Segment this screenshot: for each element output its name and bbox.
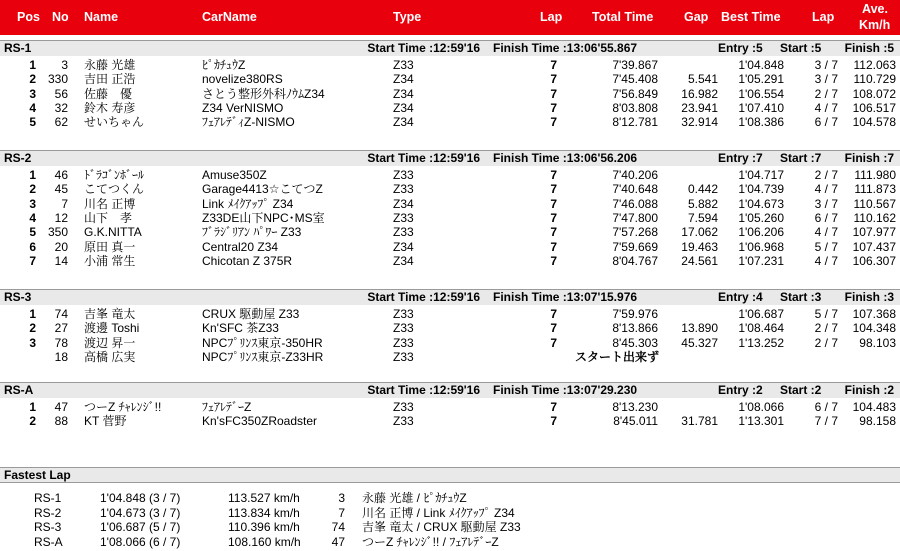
cell-car: NPCﾌﾟﾘﾝｽ東京-350HR [202,335,323,350]
cell-no: 56 [54,86,68,101]
finish-time: Finish Time :13:06'55.867 [493,41,638,55]
cell-best: 1'06.968 [738,239,784,254]
cell-ave: 112.063 [853,58,896,72]
cell-best: 1'06.687 [738,307,784,321]
cell-type: Z33 [393,225,414,240]
cell-type: Z34 [393,86,414,101]
fastest-lap-row [0,506,900,520]
start-time: Start Time :12:59'16 [367,151,480,165]
cell-ave: 106.517 [852,100,896,115]
cell-type: Z33 [393,58,414,72]
cell-total: 7'59.669 [612,239,658,254]
cell-bestlap: 2 / 7 [814,335,838,350]
cell-no: 7 [61,196,68,211]
cell-gap: 19.463 [681,239,718,254]
cell-ave: 110.162 [853,210,896,225]
cell-no: 88 [54,414,68,429]
class-name: RS-A [4,383,34,397]
cell-gap: 17.062 [681,225,718,240]
cell-name: 鈴木 寿彦 [84,100,136,115]
cell-bestlap: 6 / 7 [814,115,838,130]
cell-bestlap: 2 / 7 [814,86,838,101]
cell-bestlap: 2 / 7 [814,321,838,336]
entry-count: Entry :4 [718,290,763,304]
cell-ave: 107.977 [852,225,896,240]
cell-ave: 107.437 [852,239,896,254]
fl-time: 1'04.848 (3 / 7) [100,491,181,505]
cell-total: 7'56.849 [612,86,658,101]
cell-best: 1'07.410 [738,100,784,115]
cell-type: Z33 [393,335,414,350]
cell-type: Z34 [393,239,414,254]
entry-count: Entry :7 [718,151,763,165]
cell-gap: 45.327 [681,335,718,350]
cell-gap: 5.882 [687,196,718,211]
cell-car: Amuse350Z [202,168,267,182]
col-best: Best Time [721,10,781,24]
result-row [0,58,900,72]
cell-lap: 7 [550,225,557,240]
cell-gap: 31.781 [681,414,718,429]
result-row [0,240,900,254]
fl-no: 7 [338,505,345,520]
col-gap: Gap [684,10,709,24]
cell-total: 7'47.800 [612,210,658,225]
cell-lap: 7 [550,239,557,254]
fl-driver: つーZ ﾁｬﾚﾝｼﾞ!! / ﾌｪｱﾚﾃﾞｰZ [362,534,499,549]
cell-total: 8'13.866 [612,321,658,336]
cell-total: 8'04.767 [612,253,658,268]
cell-name: こてつくん [84,182,145,197]
cell-bestlap: 4 / 7 [814,182,838,197]
result-row [0,101,900,115]
cell-gap: 13.890 [681,321,718,336]
cell-best: 1'05.291 [738,72,784,87]
cell-name: 吉峯 竜太 [84,307,136,321]
start-time: Start Time :12:59'16 [367,290,480,304]
cell-name: つーZ ﾁｬﾚﾝｼﾞ!! [84,400,162,414]
cell-pos: 1 [29,58,36,72]
fl-time: 1'06.687 (5 / 7) [100,520,181,534]
cell-best: 1'04.848 [738,58,784,72]
cell-total: 8'12.781 [612,115,658,130]
cell-pos: 4 [29,210,36,225]
cell-car: ﾌｪｱﾚﾃﾞｰZ [202,400,252,414]
cell-car: ﾌﾞﾗｼﾞﾘｱﾝ ﾊﾟﾜｰ Z33 [202,225,302,240]
cell-lap: 7 [550,100,557,115]
cell-total: 7'59.976 [612,307,658,321]
result-row [0,307,900,321]
cell-total: 7'39.867 [612,58,658,72]
cell-bestlap: 5 / 7 [814,239,838,254]
cell-ave: 107.368 [852,307,896,321]
fl-time: 1'04.673 (3 / 7) [100,505,181,520]
cell-name: 渡辺 昇一 [84,335,136,350]
cell-best: 1'08.386 [738,115,784,130]
cell-pos: 2 [29,182,36,197]
col-no: No [52,10,69,24]
cell-name: せいちゃん [84,115,145,130]
cell-pos: 3 [29,86,36,101]
cell-bestlap: 3 / 7 [814,72,838,87]
fl-driver: 永藤 光雄 / ﾋﾟｶﾁｭｳZ [362,491,467,505]
cell-pos: 2 [29,321,36,336]
cell-lap: 7 [550,72,557,87]
cell-no: 14 [54,253,68,268]
cell-best: 1'06.554 [738,86,784,101]
cell-no: 27 [54,321,68,336]
cell-car: Z34 VerNISMO [202,100,284,115]
fl-time: 1'08.066 (6 / 7) [100,534,181,549]
cell-no: 20 [54,239,68,254]
cell-no: 32 [54,100,68,115]
cell-type: Z33 [393,210,414,225]
finish-time: Finish Time :13:06'56.206 [493,151,638,165]
cell-note: スタート出来ず [575,349,660,364]
cell-ave: 104.483 [852,400,896,414]
cell-total: 8'45.303 [612,335,658,350]
cell-bestlap: 4 / 7 [814,253,838,268]
finish-count: Finish :5 [844,41,894,55]
cell-gap: 7.594 [687,210,718,225]
cell-ave: 104.578 [852,115,896,130]
col-name: Name [84,10,119,24]
start-time: Start Time :12:59'16 [367,41,480,55]
cell-car: ﾌｪｱﾚﾃﾞｨZ-NISMO [202,115,295,130]
cell-name: 小浦 常生 [84,253,136,268]
start-count: Start :5 [780,41,822,55]
cell-best: 1'13.252 [738,335,784,350]
result-row [0,182,900,196]
cell-total: 8'03.808 [612,100,658,115]
fl-class: RS-3 [34,520,62,534]
class-name: RS-3 [4,290,32,304]
cell-lap: 7 [550,58,557,72]
cell-total: 7'57.268 [612,225,658,240]
result-row [0,211,900,225]
cell-bestlap: 6 / 7 [814,400,838,414]
cell-lap: 7 [550,182,557,197]
result-row [0,414,900,428]
section-header [0,382,900,398]
cell-gap: 0.442 [687,182,718,197]
finish-time: Finish Time :13:07'15.976 [493,290,638,304]
cell-car: さとう整形外科ﾉｳﾑZ34 [202,86,325,101]
cell-pos: 1 [29,168,36,182]
cell-gap: 16.982 [681,86,718,101]
result-row [0,225,900,239]
cell-total: 7'40.648 [612,182,658,197]
cell-bestlap: 7 / 7 [814,414,838,429]
result-row [0,321,900,335]
cell-bestlap: 4 / 7 [814,100,838,115]
fl-class: RS-2 [34,505,62,520]
cell-lap: 7 [550,196,557,211]
cell-gap: 24.561 [681,253,718,268]
cell-ave: 106.307 [852,253,896,268]
cell-best: 1'05.260 [738,210,784,225]
col-kmh: Km/h [859,18,891,32]
result-row [0,197,900,211]
entry-count: Entry :5 [718,41,763,55]
cell-lap: 7 [550,307,557,321]
result-row [0,168,900,182]
start-time: Start Time :12:59'16 [367,383,480,397]
cell-lap: 7 [550,210,557,225]
start-count: Start :2 [780,383,822,397]
cell-lap: 7 [550,321,557,336]
cell-pos: 2 [29,72,36,87]
cell-no: 74 [54,307,68,321]
cell-lap: 7 [550,414,557,429]
cell-best: 1'07.231 [738,253,784,268]
cell-name: ﾄﾞﾗｺﾞﾝﾎﾞｰﾙ [84,168,145,182]
cell-best: 1'08.464 [738,321,784,336]
cell-name: 高橋 広実 [84,349,136,364]
cell-best: 1'06.206 [738,225,784,240]
cell-name: 吉田 正浩 [84,72,136,87]
cell-ave: 111.873 [854,182,896,197]
finish-count: Finish :2 [844,383,894,397]
col-bestlap: Lap [812,10,835,24]
results-header [0,0,900,35]
start-count: Start :7 [780,151,822,165]
fl-no: 47 [331,534,345,549]
cell-no: 45 [54,182,68,197]
cell-type: Z34 [393,100,414,115]
section-header [0,289,900,305]
cell-no: 47 [54,400,68,414]
start-count: Start :3 [780,290,822,304]
cell-lap: 7 [550,168,557,182]
cell-best: 1'04.673 [738,196,784,211]
cell-best: 1'08.066 [738,400,784,414]
cell-bestlap: 5 / 7 [814,307,838,321]
cell-bestlap: 6 / 7 [814,210,838,225]
cell-gap: 23.941 [681,100,718,115]
cell-no: 46 [54,168,68,182]
cell-pos: 3 [29,196,36,211]
finish-count: Finish :3 [844,290,894,304]
fl-speed: 110.396 km/h [228,520,300,534]
cell-no: 62 [54,115,68,130]
cell-type: Z34 [393,115,414,130]
cell-pos: 1 [29,307,36,321]
cell-ave: 98.158 [859,414,896,429]
cell-best: 1'13.301 [738,414,784,429]
cell-type: Z34 [393,253,414,268]
col-ave: Ave. [862,2,888,16]
col-type: Type [393,10,422,24]
cell-pos: 5 [29,225,36,240]
fastest-lap-title: Fastest Lap [4,468,71,482]
cell-best: 1'04.717 [738,168,784,182]
cell-car: Kn'SFC 茶Z33 [202,321,279,336]
cell-ave: 110.729 [853,72,896,87]
cell-type: Z34 [393,72,414,87]
cell-total: 8'13.230 [612,400,658,414]
cell-car: Kn'sFC350ZRoadster [202,414,318,429]
cell-car: NPCﾌﾟﾘﾝｽ東京-Z33HR [202,349,324,364]
cell-car: ﾋﾟｶﾁｭｳZ [202,58,246,72]
section-header [0,150,900,166]
result-row [0,350,900,364]
cell-ave: 111.980 [854,168,896,182]
cell-name: 川名 正博 [84,196,136,211]
cell-no: 350 [47,225,68,240]
fl-driver: 吉峯 竜太 / CRUX 駆動屋 Z33 [362,520,521,534]
cell-car: Central20 Z34 [202,239,279,254]
col-pos: Pos [17,10,40,24]
cell-lap: 7 [550,86,557,101]
cell-car: novelize380RS [202,72,283,87]
fastest-lap-row [0,520,900,534]
cell-bestlap: 4 / 7 [814,225,838,240]
fl-speed: 113.527 km/h [228,491,300,505]
fastest-lap-header [0,467,900,483]
result-row [0,72,900,86]
cell-type: Z33 [393,168,414,182]
cell-pos: 4 [29,100,36,115]
entry-count: Entry :2 [718,383,763,397]
cell-pos: 7 [29,253,36,268]
cell-pos: 5 [29,115,36,130]
cell-no: 78 [54,335,68,350]
cell-type: Z33 [393,400,414,414]
cell-bestlap: 2 / 7 [814,168,838,182]
cell-lap: 7 [550,115,557,130]
cell-name: 渡邊 Toshi [84,321,140,336]
class-name: RS-2 [4,151,32,165]
cell-name: KT 菅野 [84,414,127,429]
cell-name: G.K.NITTA [84,225,142,240]
cell-lap: 7 [550,400,557,414]
cell-pos: 6 [29,239,36,254]
finish-time: Finish Time :13:07'29.230 [493,383,638,397]
cell-ave: 110.567 [853,196,896,211]
cell-total: 7'46.088 [612,196,658,211]
result-row [0,336,900,350]
result-row [0,254,900,268]
cell-type: Z33 [393,307,414,321]
result-row [0,87,900,101]
cell-name: 山下 孝 [84,210,133,225]
cell-ave: 98.103 [859,335,896,350]
cell-type: Z33 [393,414,414,429]
cell-bestlap: 3 / 7 [814,58,838,72]
fl-class: RS-A [34,534,63,549]
cell-no: 18 [54,349,68,364]
cell-ave: 108.072 [852,86,896,101]
cell-best: 1'04.739 [738,182,784,197]
fastest-lap-table [0,482,900,551]
col-lap: Lap [540,10,563,24]
cell-car: CRUX 駆動屋 Z33 [202,307,300,321]
result-row [0,400,900,414]
cell-name: 原田 真一 [84,239,136,254]
section-header [0,40,900,56]
cell-car: Garage4413☆こてつZ [202,182,323,197]
cell-total: 7'45.408 [612,72,658,87]
cell-pos: 1 [29,400,36,414]
col-car: CarName [202,10,257,24]
cell-no: 12 [54,210,68,225]
cell-car: Z33DE山下NPC･MS室 [202,210,325,225]
cell-gap: 5.541 [687,72,718,87]
fastest-lap-row [0,535,900,549]
fl-speed: 113.834 km/h [228,505,300,520]
cell-type: Z33 [393,182,414,197]
cell-pos: 3 [29,335,36,350]
fl-no: 74 [331,520,345,534]
cell-name: 佐藤 優 [84,86,133,101]
fl-no: 3 [338,491,345,505]
class-name: RS-1 [4,41,32,55]
cell-no: 330 [47,72,68,87]
col-total: Total Time [592,10,654,24]
cell-pos: 2 [29,414,36,429]
cell-car: Chicotan Z 375R [202,253,293,268]
cell-no: 3 [61,58,68,72]
result-row [0,115,900,129]
cell-car: Link ﾒｲｸｱｯﾌﾟ Z34 [202,196,294,211]
cell-lap: 7 [550,335,557,350]
fl-speed: 108.160 km/h [228,534,301,549]
cell-ave: 104.348 [852,321,896,336]
fl-class: RS-1 [34,491,62,505]
cell-type: Z34 [393,196,414,211]
cell-name: 永藤 光雄 [84,58,136,72]
cell-bestlap: 3 / 7 [814,196,838,211]
fastest-lap-row [0,491,900,505]
cell-type: Z33 [393,321,414,336]
cell-gap: 32.914 [681,115,718,130]
finish-count: Finish :7 [844,151,894,165]
cell-lap: 7 [550,253,557,268]
cell-total: 8'45.011 [613,414,658,429]
cell-type: Z33 [393,349,414,364]
fl-driver: 川名 正博 / Link ﾒｲｸｱｯﾌﾟ Z34 [362,505,515,520]
cell-total: 7'40.206 [612,168,658,182]
